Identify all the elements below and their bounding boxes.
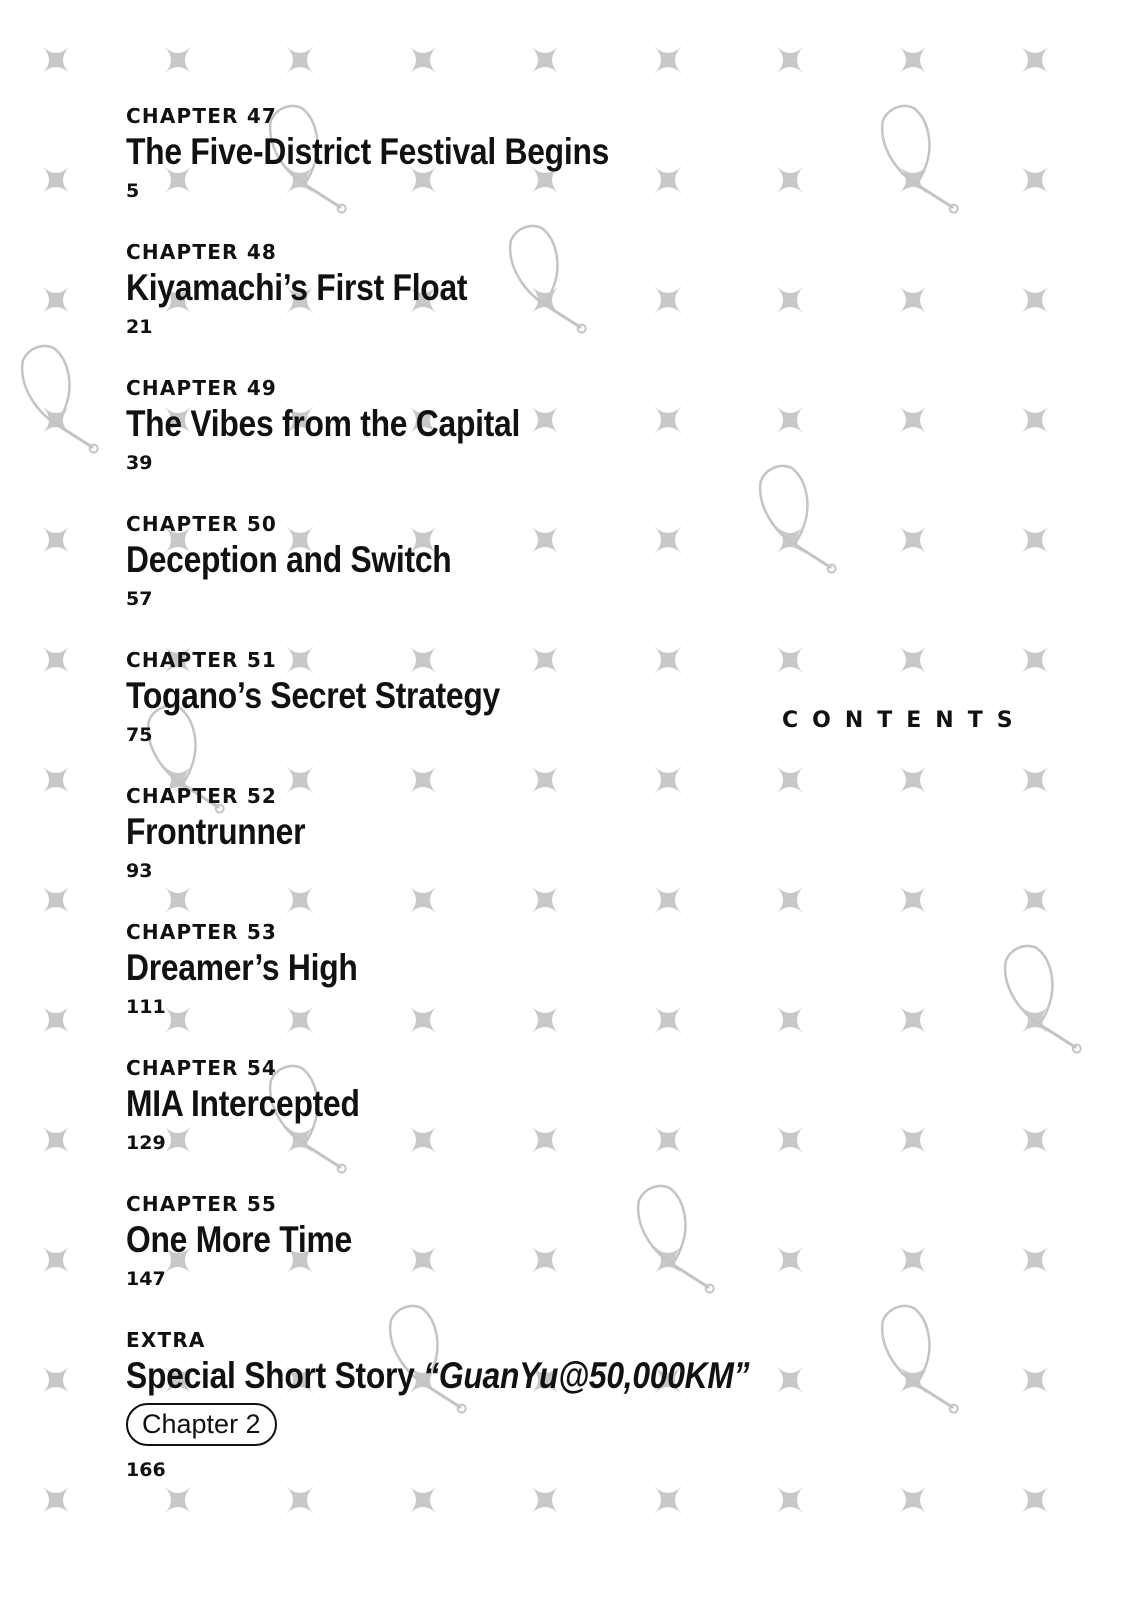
four-point-star-icon: [42, 286, 70, 314]
chapter-title: The Vibes from the Capital: [126, 403, 521, 444]
toc-entry-53[interactable]: [126, 919, 851, 1055]
chapter-label: CHAPTER 48: [126, 240, 278, 264]
four-point-star-icon: [42, 166, 70, 194]
four-point-star-icon: [164, 46, 192, 74]
chapter-label: CHAPTER 55: [126, 1192, 278, 1216]
chapter-page-number: 5: [126, 180, 140, 202]
chapter-label: CHAPTER 51: [126, 648, 278, 672]
four-point-star-icon: [42, 766, 70, 794]
chapter-page-number: 111: [126, 996, 166, 1018]
four-point-star-icon: [531, 1486, 559, 1514]
four-point-star-icon: [899, 406, 927, 434]
four-point-star-icon: [899, 1126, 927, 1154]
four-point-star-icon: [1021, 646, 1049, 674]
four-point-star-icon: [1021, 406, 1049, 434]
toc-entry-51[interactable]: [126, 647, 851, 783]
chapter-page-number: 129: [126, 1132, 166, 1154]
extra-chapter-pill: Chapter 2: [126, 1403, 277, 1446]
toc-entry-49[interactable]: [126, 375, 851, 511]
four-point-star-icon: [42, 1246, 70, 1274]
four-point-star-icon: [1021, 886, 1049, 914]
chapter-label: CHAPTER 54: [126, 1056, 278, 1080]
four-point-star-icon: [776, 46, 804, 74]
uchiwa-fan-icon: [874, 100, 959, 227]
extra-title-quote: “GuanYu@50,000KM”: [423, 1355, 750, 1396]
four-point-star-icon: [654, 1486, 682, 1514]
extra-label: EXTRA: [126, 1328, 206, 1352]
chapter-page-number: 75: [126, 724, 153, 746]
four-point-star-icon: [42, 1126, 70, 1154]
four-point-star-icon: [899, 1006, 927, 1034]
four-point-star-icon: [286, 46, 314, 74]
four-point-star-icon: [899, 1246, 927, 1274]
toc-entry-54[interactable]: [126, 1055, 851, 1191]
four-point-star-icon: [42, 886, 70, 914]
uchiwa-fan-icon: [874, 1300, 959, 1427]
extra-title-main: Special Short Story: [126, 1355, 415, 1396]
four-point-star-icon: [409, 1486, 437, 1514]
chapter-title: Kiyamachi’s First Float: [126, 267, 468, 308]
chapter-title: The Five-District Festival Begins: [126, 131, 610, 172]
four-point-star-icon: [42, 1006, 70, 1034]
chapter-page-number: 147: [126, 1268, 166, 1290]
extra-title: [126, 1353, 749, 1399]
uchiwa-fan-icon: [997, 940, 1082, 1067]
four-point-star-icon: [1021, 286, 1049, 314]
four-point-star-icon: [286, 1486, 314, 1514]
four-point-star-icon: [1021, 1366, 1049, 1394]
chapter-label: CHAPTER 52: [126, 784, 278, 808]
four-point-star-icon: [42, 526, 70, 554]
toc-entry-extra[interactable]: [126, 1327, 851, 1481]
toc-entry-55[interactable]: [126, 1191, 851, 1327]
four-point-star-icon: [42, 646, 70, 674]
chapter-page-number: 21: [126, 316, 153, 338]
four-point-star-icon: [531, 46, 559, 74]
four-point-star-icon: [1021, 1126, 1049, 1154]
four-point-star-icon: [654, 46, 682, 74]
chapter-title: One More Time: [126, 1219, 352, 1260]
toc-entry-47[interactable]: [126, 103, 851, 239]
chapter-title: Dreamer’s High: [126, 947, 358, 988]
four-point-star-icon: [1021, 166, 1049, 194]
four-point-star-icon: [899, 646, 927, 674]
chapter-title: MIA Intercepted: [126, 1083, 360, 1124]
four-point-star-icon: [1021, 1486, 1049, 1514]
four-point-star-icon: [899, 46, 927, 74]
four-point-star-icon: [899, 286, 927, 314]
uchiwa-fan-icon: [14, 340, 99, 467]
four-point-star-icon: [42, 1366, 70, 1394]
chapter-title: Deception and Switch: [126, 539, 452, 580]
toc-entry-48[interactable]: [126, 239, 851, 375]
four-point-star-icon: [1021, 46, 1049, 74]
four-point-star-icon: [409, 46, 437, 74]
four-point-star-icon: [899, 1486, 927, 1514]
four-point-star-icon: [1021, 1246, 1049, 1274]
chapter-label: CHAPTER 47: [126, 104, 278, 128]
chapter-label: CHAPTER 50: [126, 512, 278, 536]
toc-entry-50[interactable]: [126, 511, 851, 647]
chapter-label: CHAPTER 53: [126, 920, 278, 944]
contents-heading: CONTENTS: [782, 708, 1027, 733]
table-of-contents: [126, 103, 851, 1481]
chapter-page-number: 57: [126, 588, 153, 610]
four-point-star-icon: [164, 1486, 192, 1514]
toc-entry-52[interactable]: [126, 783, 851, 919]
chapter-page-number: 93: [126, 860, 153, 882]
four-point-star-icon: [42, 46, 70, 74]
four-point-star-icon: [899, 526, 927, 554]
four-point-star-icon: [899, 886, 927, 914]
four-point-star-icon: [899, 766, 927, 794]
four-point-star-icon: [776, 1486, 804, 1514]
four-point-star-icon: [42, 1486, 70, 1514]
chapter-page-number: 39: [126, 452, 153, 474]
extra-page-number: 166: [126, 1459, 166, 1481]
chapter-title: Togano’s Secret Strategy: [126, 675, 500, 716]
four-point-star-icon: [1021, 526, 1049, 554]
chapter-title: Frontrunner: [126, 811, 306, 852]
chapter-label: CHAPTER 49: [126, 376, 278, 400]
four-point-star-icon: [1021, 766, 1049, 794]
